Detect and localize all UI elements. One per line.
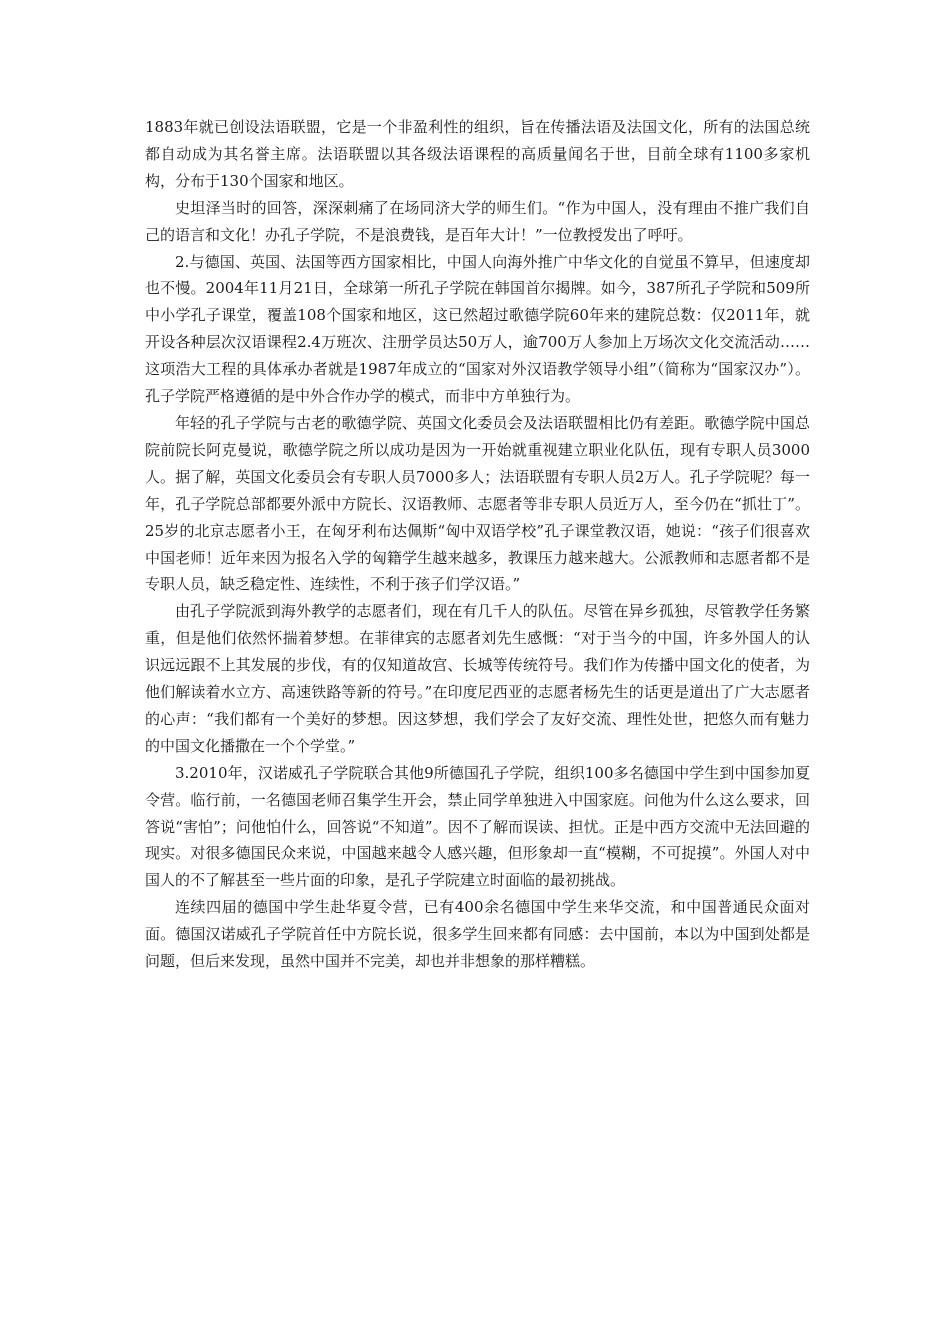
paragraph-staff-gap: 年轻的孔子学院与古老的歌德学院、英国文化委员会及法语联盟相比仍有差距。歌德学院中国总院前院长阿克曼说，歌德学院之所以成功是因为一开始就重视建立职业化队伍，现有专职人员3000人。据了解，英国文化委员会有专职人员7000多人；法语联盟有专职人员2万人。孔子学院呢？每一年，孔子学院总部都要外派中方院长、汉语教师、志愿者等非专职人员近万人，至今仍在“抓壮丁”。25岁的北京志愿者小王，在匈牙利布达佩斯“匈中双语学校”孔子课堂教汉语，她说：“孩子们很喜欢中国老师！近年来因为报名入学的匈籍学生越来越多，教课压力越来越大。公派教师和志愿者都不是专职人员，缺乏稳定性、连续性，不利于孩子们学汉语。” <box>145 413 810 594</box>
paragraph-section-3: 3.2010年，汉诺威孔子学院联合其他9所德国孔子学院，组织100多名德国中学生到中国参加夏令营。临行前，一名德国老师召集学生开会，禁止同学单独进入中国家庭。问他为什么这么要求，回答说“害怕”；问他怕什么，回答说“不知道”。因不了解而误读、担忧。正是中西方交流中无法回避的现实。对很多德国民众来说，中国越来越令人感兴趣，但形象却一直“模糊，不可捉摸”。外国人对中国人的不了解甚至一些片面的印象，是孔子学院建立时面临的最初挑战。 <box>145 763 810 890</box>
paragraph-alliance-francaise: 1883年就已创设法语联盟，它是一个非盈利性的组织，旨在传播法语及法国文化，所有的法国总统都自动成为其名誉主席。法语联盟以其各级法语课程的高质量闻名于世，目前全球有1100多家机构，分布于130个国家和地区。 <box>145 118 810 190</box>
paragraph-section-2: 2.与德国、英国、法国等西方国家相比，中国人向海外推广中华文化的自觉虽不算早，但速度却也不慢。2004年11月21日，全球第一所孔子学院在韩国首尔揭牌。如今，387所孔子学院和509所中小学孔子课堂，覆盖108个国家和地区，这已然超过歌德学院60年来的建院总数：仅2011年，就开设各种层次汉语课程2.4万班次、注册学员达50万人，逾700万人参加上万场次文化交流活动……这项浩大工程的具体承办者就是1987年成立的“国家对外汉语教学领导小组”（简称为“国家汉办”）。孔子学院严格遵循的是中外合作办学的模式，而非中方单独行为。 <box>145 252 810 406</box>
article-body <box>145 114 810 975</box>
paragraph-stanzel-answer: 史坦泽当时的回答，深深刺痛了在场同济大学的师生们。“作为中国人，没有理由不推广我们自己的语言和文化！办孔子学院，不是浪费钱，是百年大计！”一位教授发出了呼吁。 <box>145 198 810 244</box>
paragraph-summer-camp: 连续四届的德国中学生赴华夏令营，已有400余名德国中学生来华交流，和中国普通民众面对面。德国汉诺威孔子学院首任中方院长说，很多学生回来都有同感：去中国前，本以为中国到处都是问题，但后来发现，虽然中国并不完美，却也并非想象的那样糟糕。 <box>145 898 810 971</box>
paragraph-volunteers: 由孔子学院派到海外教学的志愿者们，现在有几千人的队伍。尽管在异乡孤独，尽管教学任务繁重，但是他们依然怀揣着梦想。在菲律宾的志愿者刘先生感慨：“对于当今的中国，许多外国人的认识远远跟不上其发展的步伐，有的仅知道故宫、长城等传统符号。我们作为传播中国文化的使者，为他们解读着水立方、高速铁路等新的符号。”在印度尼西亚的志愿者杨先生的话更是道出了广大志愿者的心声：“我们都有一个美好的梦想。因这梦想，我们学会了友好交流、理性处世，把悠久而有魅力的中国文化播撒在一个个学堂。” <box>145 602 810 755</box>
